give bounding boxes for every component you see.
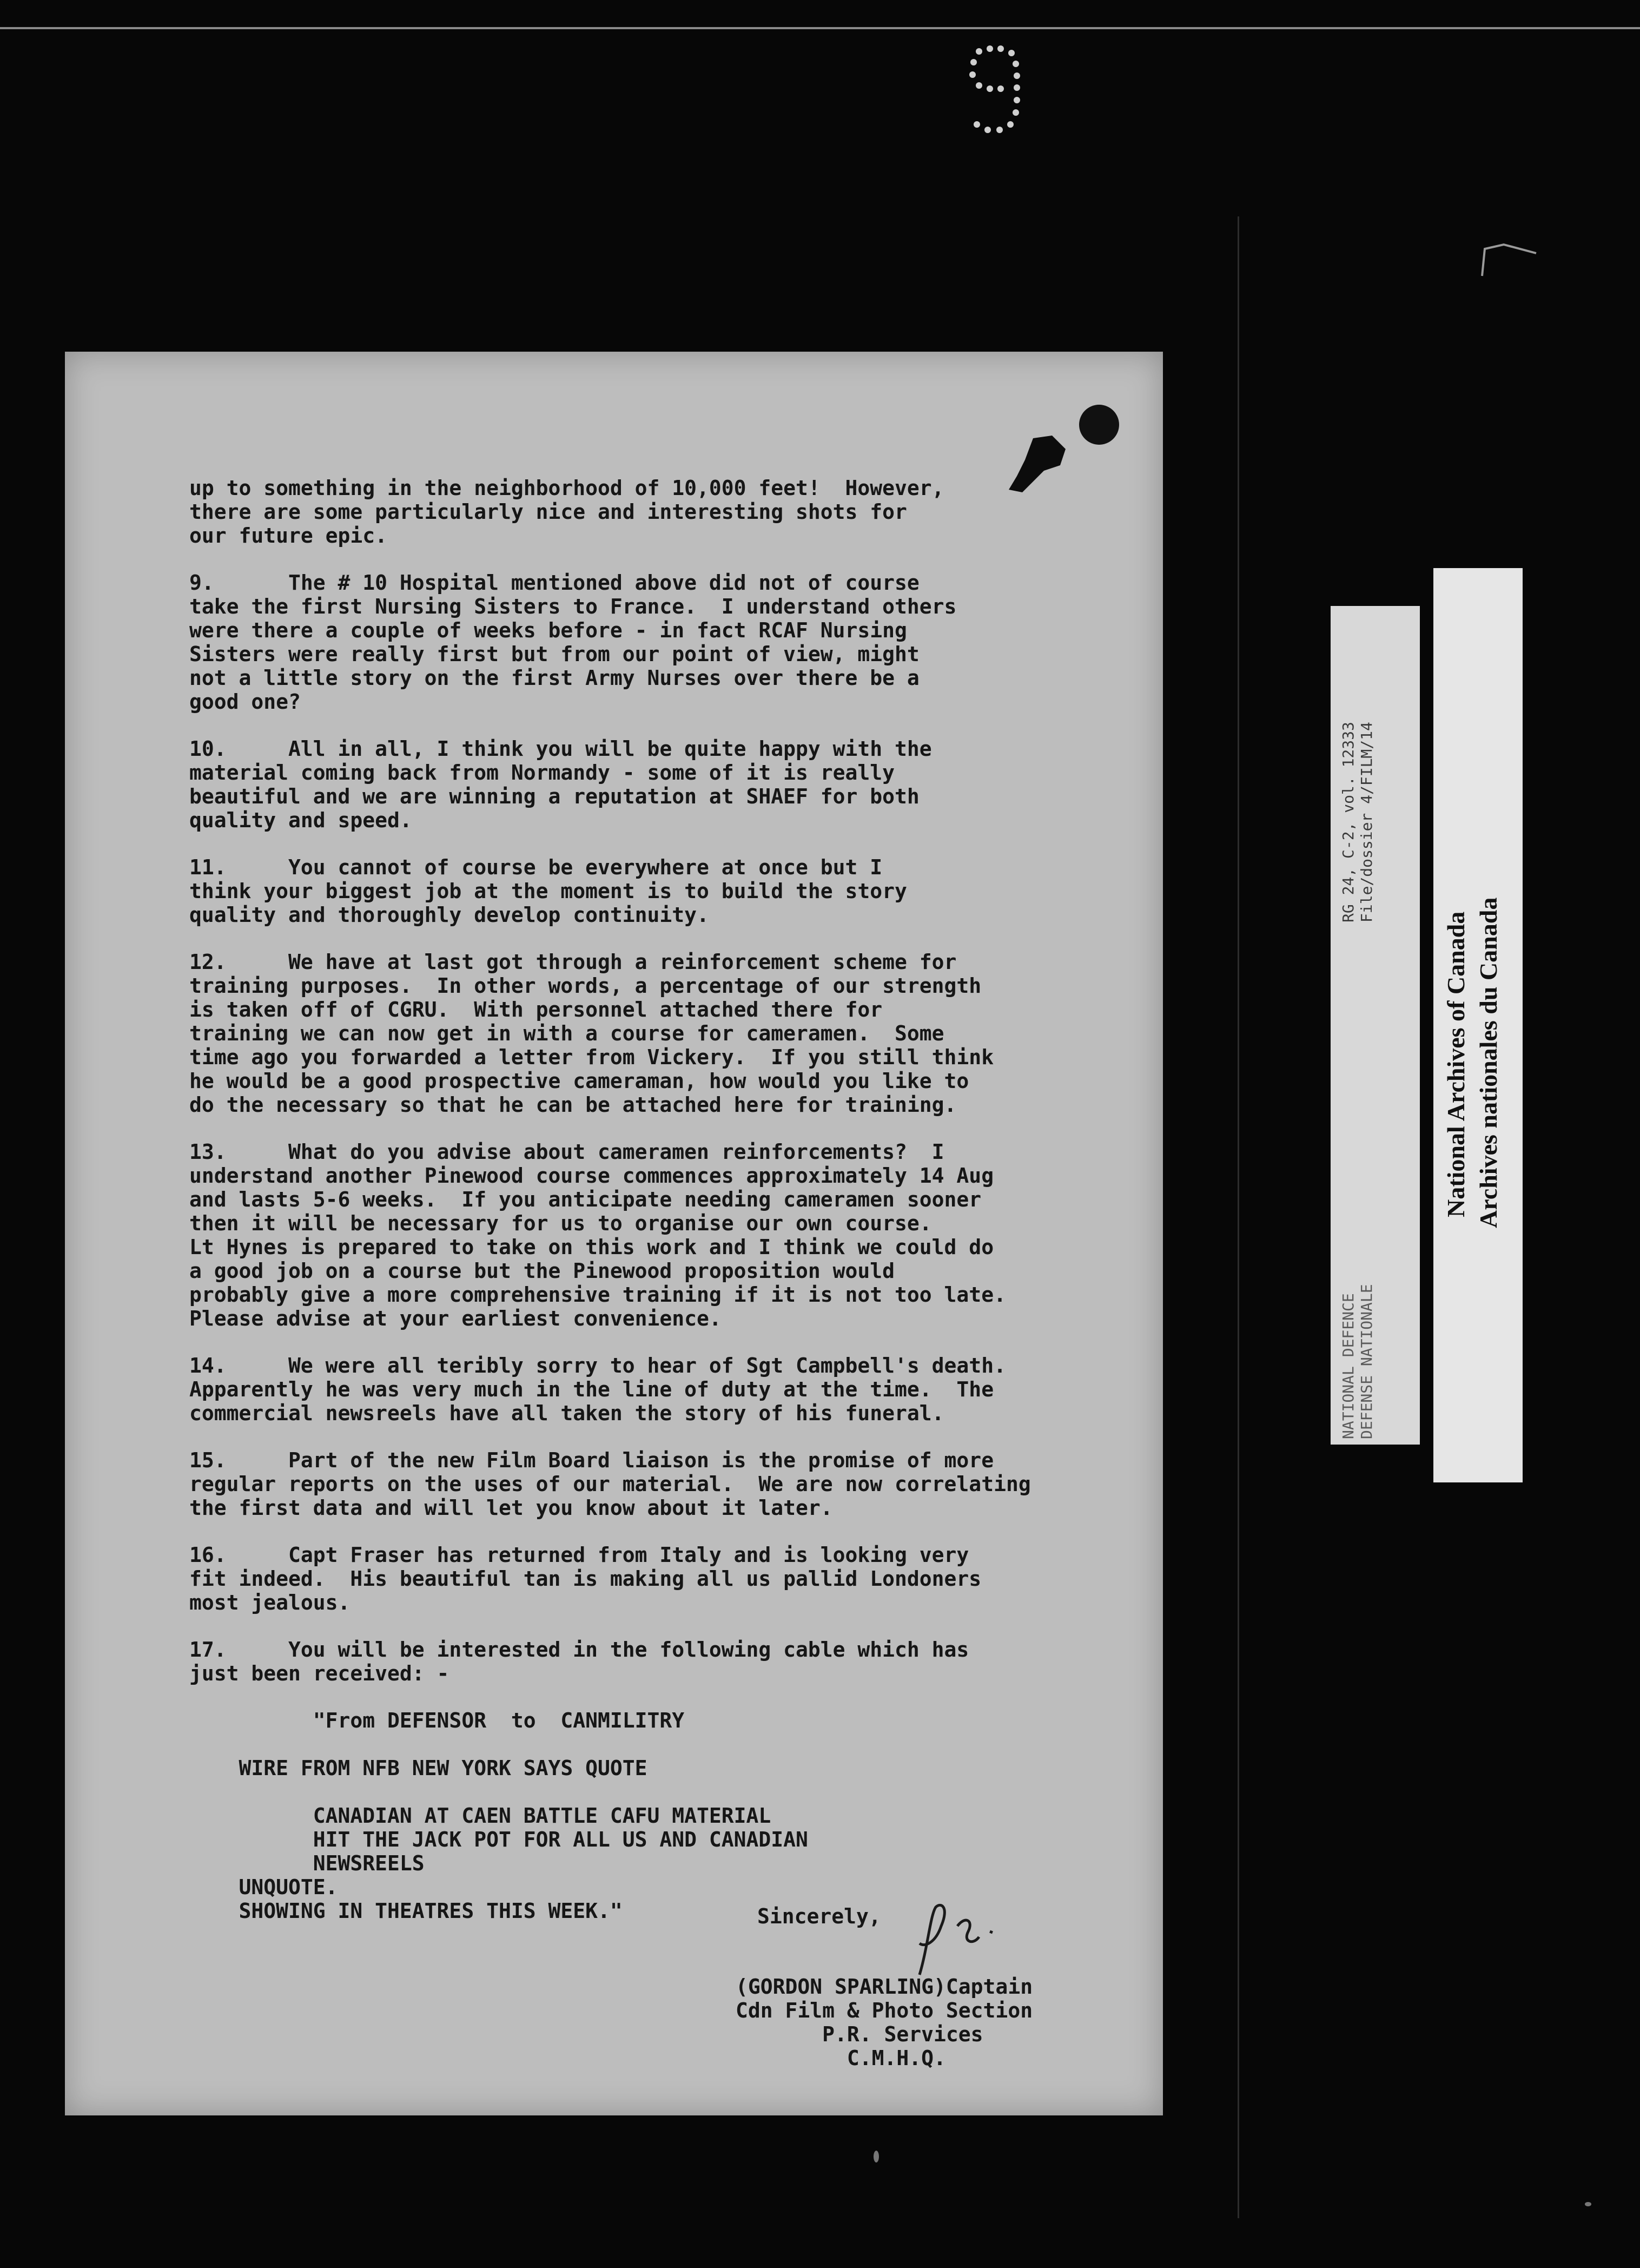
closing: Sincerely, [757, 1904, 881, 1928]
archive-name-french: Archives nationales du Canada [1474, 897, 1502, 1228]
handwritten-signature [898, 1894, 1028, 1980]
film-top-edge [0, 27, 1640, 29]
film-speck [1585, 2202, 1591, 2206]
paragraph-16: 16. Capt Fraser has returned from Italy and is looking very fit indeed. His beautiful tan is making all us pallid Londoners most jealous. [189, 1543, 982, 1614]
paragraph-11: 11. You cannot of course be everywhere at once but I think your biggest job at the moment is to build the story quality and thoroughly develop continuity. [189, 855, 907, 927]
frame-number-mark [963, 38, 1028, 141]
paragraph-9: 9. The # 10 Hospital mentioned above did not of course take the first Nursing Sisters to France. I understand others were there a couple of weeks before - in fact RCAF Nursing Sisters were really first but from our point of view, might not a little story on the first Army Nurses over there be a good one? [189, 571, 957, 714]
paragraph-14: 14. We were all teribly sorry to hear of Sgt Campbell's death. Apparently he was very much in the line of duty at the time. The commercial newsreels have all taken the story of his funeral. [189, 1354, 1006, 1425]
film-divider-line [1238, 216, 1239, 2218]
paragraph-13: 13. What do you advise about cameramen reinforcements? I understand another Pinewood course commences approximately 14 Aug and lasts 5-6 weeks. If you anticipate needing cameramen sooner then it will be necessary for us to organise our own course. Lt Hynes is prepared to take on this work and I think we could do a good job on a course but the Pinewood proposition would probably give a more comprehensive training if it is not too late. Please advise at your earliest convenience. [189, 1140, 1006, 1330]
archive-ref-line2: File/dossier 4/FILM/14 [1358, 722, 1376, 922]
paragraph-15: 15. Part of the new Film Board liaison is the promise of more regular reports on the uses of our material. We are now correlating the first data and will let you know about it later. [189, 1448, 1031, 1520]
archive-reference-label [1331, 606, 1420, 1445]
paragraph-17: 17. You will be interested in the following cable which has just been received: - [189, 1638, 969, 1685]
archive-dept-line1: NATIONAL DEFENCE [1339, 1293, 1357, 1439]
archive-dept-line2: DEFENSE NATIONALE [1358, 1284, 1376, 1439]
paragraph-12: 12. We have at last got through a reinforcement scheme for training purposes. In other words, a percentage of our strength is taken off of CGRU. With personnel attached there for training we can now get in with a course for cameramen. Some time ago you forwarded a letter from Vickery. If you still think he would be a good prospective cameraman, how would you like to do the necessary so that he can be attached here for training. [189, 950, 994, 1117]
signature-block: (GORDON SPARLING)Captain Cdn Film & Photo Section P.R. Services C.M.H.Q. [736, 1975, 1033, 2070]
paragraph-continuation: up to something in the neighborhood of 10,000 feet! However, there are some particularly nice and interesting shots for our future epic. [189, 476, 944, 548]
letter-body [189, 476, 1130, 1923]
cable-header: "From DEFENSOR to CANMILITRY [189, 1709, 685, 1732]
cable-line-wire: WIRE FROM NFB NEW YORK SAYS QUOTE [189, 1756, 647, 1780]
national-archives-label [1433, 568, 1523, 1482]
film-speck [874, 2151, 879, 2162]
archive-name-english: National Archives of Canada [1442, 911, 1470, 1217]
film-corner-mark [1471, 238, 1569, 287]
paragraph-10: 10. All in all, I think you will be quite happy with the material coming back from Normandy - some of it is really beautiful and we are winning a reputation at SHAEF for both quality and speed. [189, 737, 932, 832]
punch-hole [1079, 405, 1119, 445]
cable-message: CANADIAN AT CAEN BATTLE CAFU MATERIAL HIT THE JACK POT FOR ALL US AND CANADIAN NEWSREELS UNQUOTE. SHOWING IN THEATRES THIS WEEK." [239, 1804, 808, 1923]
archive-ref-line1: RG 24, C-2, vol. 12333 [1339, 722, 1357, 922]
